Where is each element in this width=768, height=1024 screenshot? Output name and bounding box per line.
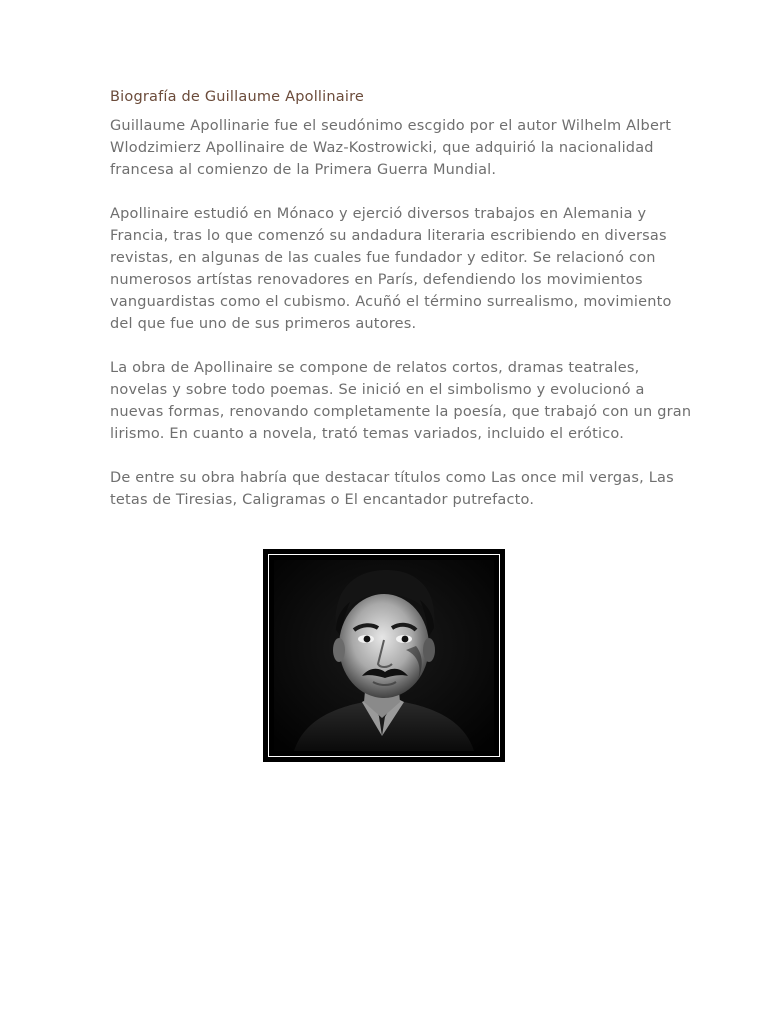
text-line: novelas y sobre todo poemas. Se inició en el simbolismo y evolucionó a <box>110 382 645 398</box>
paragraph-career <box>110 203 670 335</box>
text-line: vanguardistas como el cubismo. Acuñó el término surrealismo, movimiento <box>110 294 672 310</box>
paragraph-titles <box>110 467 674 511</box>
text-line: La obra de Apollinaire se compone de relatos cortos, dramas teatrales, <box>110 360 640 376</box>
text-line: del que fue uno de sus primeros autores. <box>110 316 417 332</box>
text-line: francesa al comienzo de la Primera Guerra Mundial. <box>110 162 497 178</box>
document-title: Biografía de Guillaume Apollinaire <box>110 89 365 105</box>
portrait-photo <box>263 549 505 762</box>
text-line: Francia, tras lo que comenzó su andadura literaria escribiendo en diversas <box>110 228 667 244</box>
text-line: lirismo. En cuanto a novela, trató temas variados, incluido el erótico. <box>110 426 625 442</box>
portrait-image <box>274 560 494 751</box>
paragraph-works <box>110 357 692 445</box>
text-line: De entre su obra habría que destacar títulos como Las once mil vergas, Las <box>110 470 674 486</box>
text-line: numerosos artístas renovadores en París, defendiendo los movimientos <box>110 272 643 288</box>
text-line: nuevas formas, renovando completamente la poesía, que trabajó con un gran <box>110 404 692 420</box>
text-line: Wlodzimierz Apollinaire de Waz-Kostrowicki, que adquirió la nacionalidad <box>110 140 654 156</box>
text-line: Guillaume Apollinarie fue el seudónimo escgido por el autor Wilhelm Albert <box>110 118 672 134</box>
text-line: revistas, en algunas de las cuales fue fundador y editor. Se relacionó con <box>110 250 656 266</box>
text-line: Apollinaire estudió en Mónaco y ejerció diversos trabajos en Alemania y <box>110 206 647 222</box>
text-line: tetas de Tiresias, Caligramas o El encantador putrefacto. <box>110 492 535 508</box>
paragraph-intro <box>110 115 670 181</box>
